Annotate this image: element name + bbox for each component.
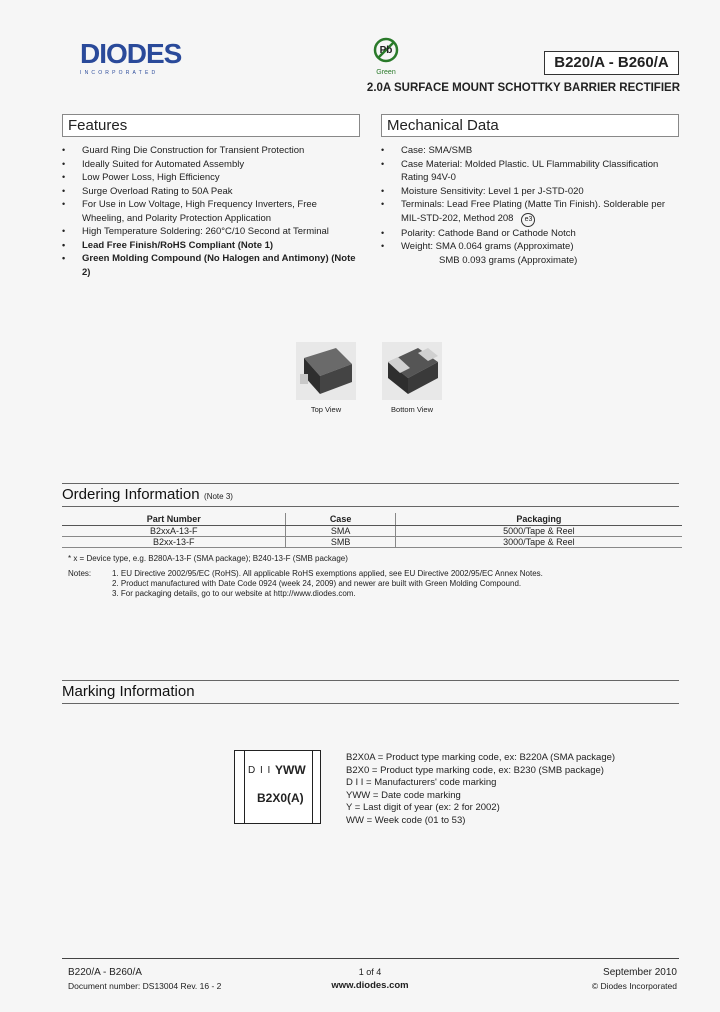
- date-code-mark: YWW: [275, 763, 306, 777]
- weight-smb: SMB 0.093 grams (Approximate): [439, 254, 578, 266]
- footer-part: B220/A - B260/A: [68, 967, 142, 978]
- table-cell: SMA: [286, 526, 395, 537]
- logo-mark: D I I: [248, 765, 272, 776]
- feature-item: • Low Power Loss, High Efficiency: [62, 171, 360, 185]
- table-row: [62, 526, 682, 537]
- top-view-label: Top View: [310, 405, 342, 414]
- legend-item: YWW = Date code marking: [346, 789, 461, 801]
- bottom-view-figure: [382, 342, 452, 414]
- mechanical-item: • Weight: SMA 0.064 grams (Approximate): [381, 240, 679, 254]
- table-row: [62, 537, 682, 548]
- ordering-header: [62, 483, 679, 507]
- package-bottom-view-image: [382, 342, 442, 400]
- table-cell: B2xxA-13-F: [62, 526, 286, 537]
- marking-title: Marking Information: [62, 683, 195, 700]
- footer-doc-number: Document number: DS13004 Rev. 16 - 2: [68, 981, 222, 991]
- mechanical-item: • Polarity: Cathode Band or Cathode Notch: [381, 227, 679, 241]
- mechanical-title: Mechanical Data: [381, 114, 679, 137]
- feature-item: • Ideally Suited for Automated Assembly: [62, 158, 360, 172]
- table-header-cell: Packaging: [395, 513, 682, 526]
- feature-item: • High Temperature Soldering: 260°C/10 Second at Terminal: [62, 225, 360, 239]
- legend-item: D I I = Manufacturers' code marking: [346, 777, 497, 788]
- feature-item: • For Use in Low Voltage, High Frequency Inverters, Free Wheeling, and Polarity Protection Application: [62, 198, 360, 225]
- legend-item: Y = Last digit of year (ex: 2 for 2002): [346, 802, 500, 813]
- table-header-cell: Part Number: [62, 513, 286, 526]
- legend-item: B2X0 = Product type marking code, ex: B230 (SMB package): [346, 764, 604, 776]
- top-view-figure: [296, 342, 366, 414]
- green-label: Green: [376, 69, 396, 76]
- feature-item: • Guard Ring Die Construction for Transient Protection: [62, 144, 360, 158]
- green-badge: [366, 36, 406, 76]
- svg-text:Pb: Pb: [379, 45, 393, 56]
- features-section: [62, 114, 360, 279]
- table-cell: B2xx-13-F: [62, 537, 286, 548]
- document-subtitle: 2.0A SURFACE MOUNT SCHOTTKY BARRIER RECTIFIER: [366, 82, 680, 94]
- ordering-section: [62, 483, 679, 548]
- footer-rule: [62, 958, 679, 959]
- diodes-logo: [80, 40, 205, 80]
- footer-page: 1 of 4: [358, 967, 382, 977]
- notes-label: Notes:: [68, 569, 92, 578]
- features-title: Features: [62, 114, 360, 137]
- marking-legend: [346, 752, 676, 827]
- footer-copyright: © Diodes Incorporated: [591, 981, 677, 991]
- ordering-note-ref: (Note 3): [204, 492, 233, 501]
- logo-subtext: INCORPORATED: [80, 70, 159, 76]
- feature-item: • Lead Free Finish/RoHS Compliant (Note 1): [62, 239, 360, 253]
- product-code-mark: B2X0(A): [257, 791, 304, 805]
- table-cell: SMB: [286, 537, 395, 548]
- table-cell: 5000/Tape & Reel: [395, 526, 682, 537]
- table-header-cell: Case: [286, 513, 395, 526]
- mechanical-section: [381, 114, 679, 267]
- ordering-table: [62, 513, 682, 548]
- part-number-box: B220/A - B260/A: [544, 51, 679, 75]
- mechanical-list: [381, 144, 679, 254]
- legend-item: WW = Week code (01 to 53): [346, 814, 466, 826]
- feature-item: • Green Molding Compound (No Halogen and Antimony) (Note 2): [62, 252, 360, 279]
- note-item: 1. EU Directive 2002/95/EC (RoHS). All applicable RoHS exemptions applied, see EU Directive 2002/95/EC Annex Notes.: [112, 569, 543, 578]
- note-item: 3. For packaging details, go to our website at http://www.diodes.com.: [112, 589, 356, 598]
- mechanical-item: • Terminals: Lead Free Plating (Matte Tin Finish). Solderable per MIL-STD-202, Method 208 e3: [381, 198, 679, 227]
- marking-header: [62, 680, 679, 704]
- notes-list: [112, 569, 672, 599]
- feature-item: • Surge Overload Rating to 50A Peak: [62, 185, 360, 199]
- ordering-footnote: * x = Device type, e.g. B280A-13-F (SMA package); B240-13-F (SMB package): [68, 554, 348, 563]
- marking-body: [244, 751, 313, 823]
- pb-free-icon: [371, 36, 401, 64]
- mechanical-item: • Moisture Sensitivity: Level 1 per J-STD-020: [381, 185, 679, 199]
- footer-website-link[interactable]: www.diodes.com: [331, 980, 409, 991]
- mechanical-item: • Case: SMA/SMB: [381, 144, 679, 158]
- note-item: 2. Product manufactured with Date Code 0924 (week 24, 2009) and newer are built with Green Molding Compound.: [112, 579, 522, 588]
- legend-item: B2X0A = Product type marking code, ex: B220A (SMA package): [346, 752, 616, 763]
- e3-mark-icon: e3: [521, 213, 535, 227]
- footer-date: September 2010: [603, 967, 677, 978]
- features-list: [62, 144, 360, 279]
- mechanical-item: • Case Material: Molded Plastic. UL Flammability Classification Rating 94V-0: [381, 158, 679, 185]
- package-top-view-image: [296, 342, 356, 400]
- bottom-view-label: Bottom View: [391, 405, 433, 414]
- marking-diagram: [234, 750, 321, 824]
- logo-text: DIODES: [80, 38, 182, 69]
- ordering-title: Ordering Information: [62, 486, 200, 503]
- table-cell: 3000/Tape & Reel: [395, 537, 682, 548]
